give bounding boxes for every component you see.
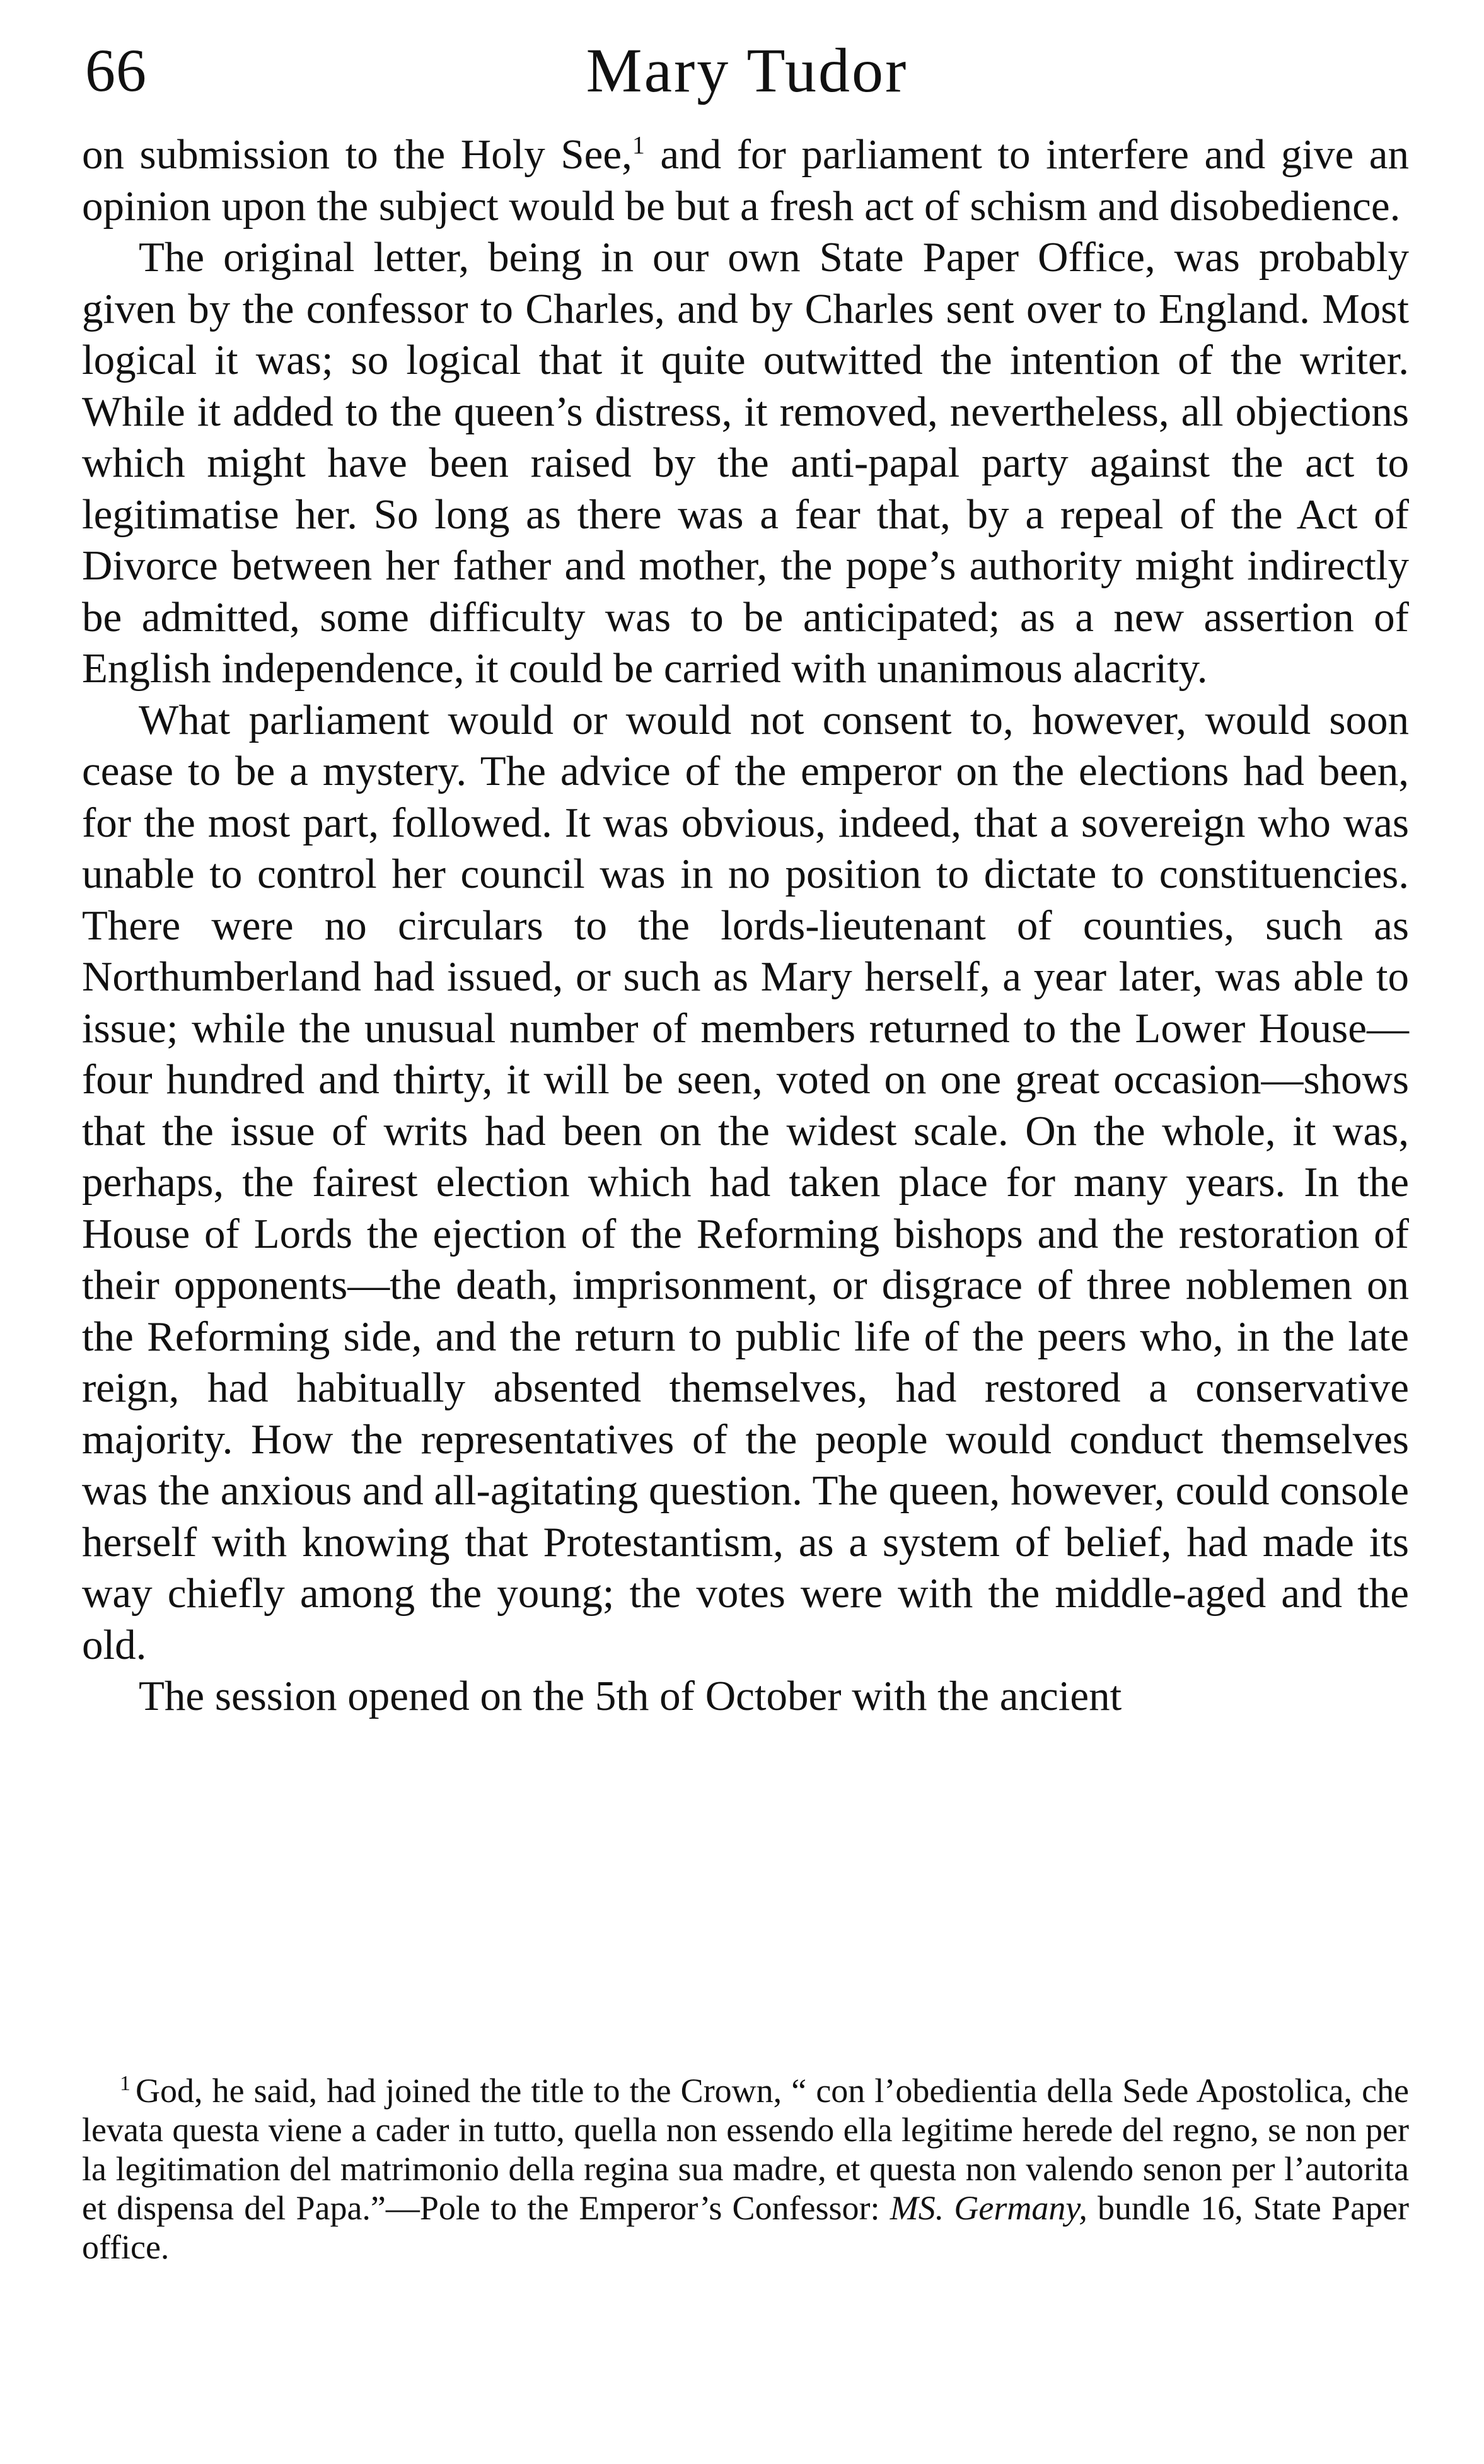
footnote-source-italic: MS. Germany, <box>890 2189 1087 2227</box>
page-number: 66 <box>85 37 147 104</box>
paragraph-2: The original letter, being in our own State Paper Office, was probably given by the confessor to Charles, and by Charles sent over to England. Most logical it was; so logical that it quite outwitted the intention of the writer. While it added to the queen’s distress, it removed, nevertheless, all objections which might have been raised by the anti-papal party against the act to legitimatise her. So long as there was a fear that, by a repeal of the Act of Divorce between her father and mother, the pope’s authority might indirectly be admitted, some difficulty was to be anticipated; as a new assertion of English independence, it could be carried with unanimous alacrity. <box>82 234 1409 692</box>
footnote-number: 1 <box>120 2072 130 2095</box>
page-header <box>85 25 1409 120</box>
paragraph-1 <box>82 129 1409 232</box>
running-title: Mary Tudor <box>586 35 908 105</box>
footnote-1 <box>82 2071 1409 2267</box>
body-text <box>82 129 1409 1723</box>
paragraph-3: What parliament would or would not consent to, however, would soon cease to be a mystery. The advice of the emperor on the elections had been, for the most part, followed. It was obvious, indeed, that a sovereign who was unable to control her council was in no position to dictate to constituencies. There were no circulars to the lords-lieutenant of counties, such as Northumberland had issued, or such as Mary herself, a year later, was able to issue; while the unusual number of members returned to the Lower House—four hundred and thirty, it will be seen, voted on one great occasion—shows that the issue of writs had been on the widest scale. On the whole, it was, perhaps, the fairest election which had taken place for many years. In the House of Lords the ejection of the Reforming bishops and the restoration of their opponents—the death, imprisonment, or disgrace of three noblemen on the Reforming side, and the return to public life of the peers who, in the late reign, had habitually absented themselves, had restored a conservative majority. How the representatives of the people would conduct themselves was the anxious and all-agitating question. The queen, however, could console herself with knowing that Protestantism, as a system of belief, had made its way chiefly among the young; the votes were with the middle-aged and the old. <box>82 696 1409 1668</box>
paragraph-1-text-a: on submission to the Holy See, <box>82 131 632 178</box>
footnote-reference: 1 <box>632 131 645 160</box>
footnote-text-end: bundle 16, State Paper office. <box>82 2189 1409 2266</box>
paragraph-4: The session opened on the 5th of October with the ancient <box>139 1673 1122 1719</box>
paragraph-1-text-b: and for parliament to interfere and give an opinion upon the subject would be but a fresh act of schism and disobedience. <box>82 131 1409 230</box>
footnotes <box>82 2071 1409 2267</box>
footnote-text-main: God, he said, had joined the title to the Crown, “ con l’obedientia della Sede Apostolica, che levata questa viene a cader in tutto, quella non essendo ella legitime herede del regno, se non per la legitimation del matrimonio della regina sua madre, et questa non valendo senon per l’autorita et dispensa del Papa.”—Pole to the Emperor’s Confessor: <box>82 2072 1409 2227</box>
